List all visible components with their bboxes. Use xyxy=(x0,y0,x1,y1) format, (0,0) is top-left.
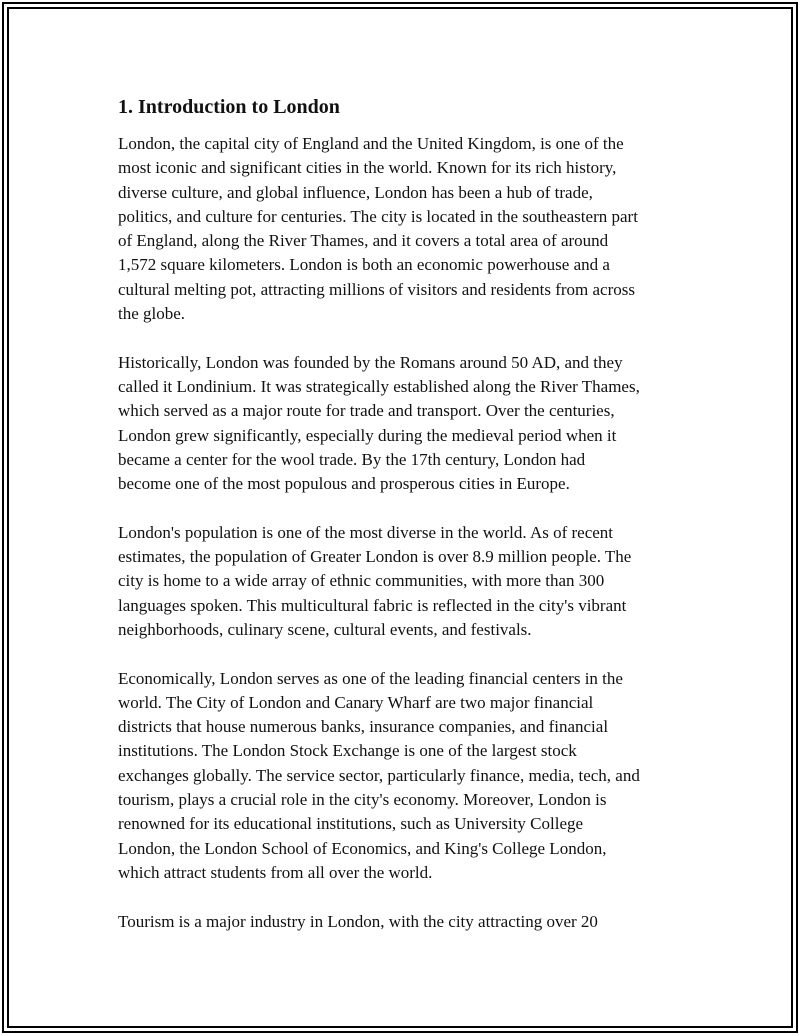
text-line: the globe. xyxy=(118,304,186,324)
text-line: most iconic and significant cities in the world. Known for its rich history, xyxy=(118,158,617,178)
text-line: city is home to a wide array of ethnic communities, with more than 300 xyxy=(118,571,605,591)
document-body xyxy=(118,132,698,934)
text-line: Economically, London serves as one of the leading financial centers in the xyxy=(118,668,623,688)
text-line: estimates, the population of Greater London is over 8.9 million people. The xyxy=(118,547,632,567)
text-line: institutions. The London Stock Exchange is one of the largest stock xyxy=(118,741,577,761)
text-line: neighborhoods, culinary scene, cultural events, and festivals. xyxy=(118,619,532,639)
text-line: cultural melting pot, attracting millions of visitors and residents from across xyxy=(118,279,635,299)
text-line: Historically, London was founded by the Romans around 50 AD, and they xyxy=(118,352,623,372)
text-line: tourism, plays a crucial role in the city's economy. Moreover, London is xyxy=(118,790,607,810)
document-content xyxy=(118,93,698,934)
text-line: which served as a major route for trade and transport. Over the centuries, xyxy=(118,401,615,421)
text-line: London, the London School of Economics, and King's College London, xyxy=(118,838,607,858)
text-line: which attract students from all over the world. xyxy=(118,862,433,882)
text-line: London grew significantly, especially during the medieval period when it xyxy=(118,425,617,445)
paragraph xyxy=(118,667,698,886)
paragraph xyxy=(118,132,698,326)
text-line: became a center for the wool trade. By the 17th century, London had xyxy=(118,449,586,469)
text-line: London, the capital city of England and the United Kingdom, is one of the xyxy=(118,134,624,153)
text-line: world. The City of London and Canary Wharf are two major financial xyxy=(118,692,594,712)
paragraph xyxy=(118,351,698,497)
paragraph xyxy=(118,910,698,934)
text-line: languages spoken. This multicultural fabric is reflected in the city's vibrant xyxy=(118,595,627,615)
text-line: called it Londinium. It was strategically established along the River Thames, xyxy=(118,376,640,396)
text-line: of England, along the River Thames, and it covers a total area of around xyxy=(118,231,609,251)
text-line: become one of the most populous and prosperous cities in Europe. xyxy=(118,474,570,494)
paragraph xyxy=(118,521,698,642)
text-line: Tourism is a major industry in London, with the city attracting over 20 xyxy=(118,911,598,931)
text-line: renowned for its educational institutions, such as University College xyxy=(118,814,584,834)
text-line: diverse culture, and global influence, London has been a hub of trade, xyxy=(118,182,593,202)
section-heading: 1. Introduction to London xyxy=(118,96,340,118)
text-line: politics, and culture for centuries. The city is located in the southeastern part xyxy=(118,206,638,226)
text-line: 1,572 square kilometers. London is both an economic powerhouse and a xyxy=(118,255,610,275)
text-line: districts that house numerous banks, insurance companies, and financial xyxy=(118,717,609,737)
text-line: London's population is one of the most diverse in the world. As of recent xyxy=(118,522,614,542)
text-line: exchanges globally. The service sector, particularly finance, media, tech, and xyxy=(118,765,640,785)
